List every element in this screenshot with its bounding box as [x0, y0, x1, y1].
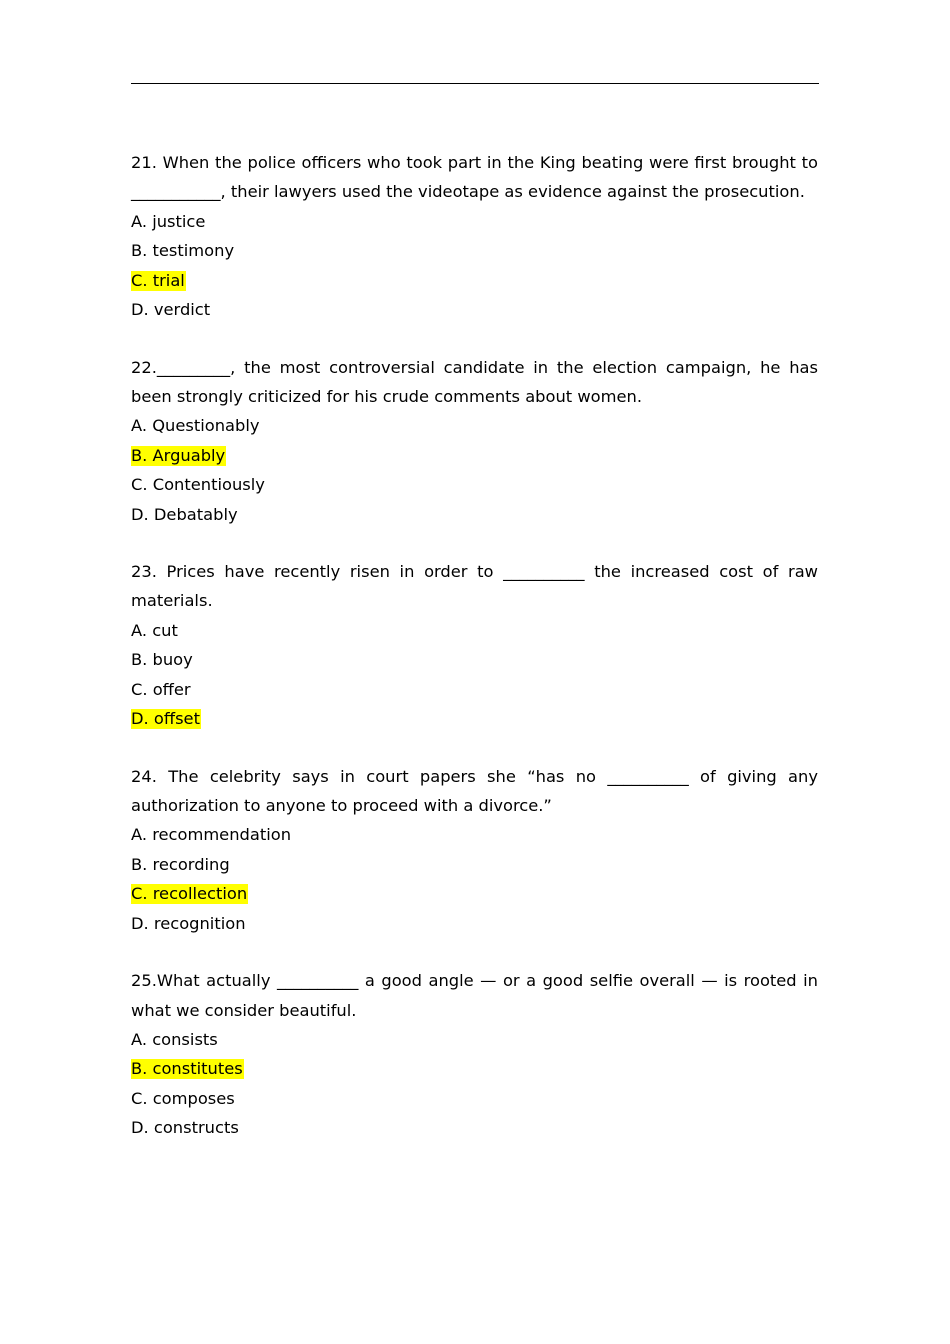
option-c: C. recollection — [131, 884, 248, 904]
option-a: A. recommendation — [131, 825, 292, 845]
option-d: D. recognition — [131, 913, 246, 933]
option-d: D. offset — [131, 709, 200, 729]
option-d: D. constructs — [131, 1118, 239, 1138]
option-a: A. consists — [131, 1029, 218, 1049]
question-23 — [131, 557, 818, 734]
question-stem: 24. The celebrity says in court papers she “has no __________ of giving any authorization to anyone to proceed with a divorce.” — [131, 766, 818, 816]
question-stem: 23. Prices have recently risen in order to __________ the increased cost of raw materials. — [131, 562, 818, 611]
option-c: C. offer — [131, 679, 191, 699]
option-c: C. Contentiously — [131, 475, 265, 495]
question-stem: 22._________, the most controversial candidate in the election campaign, he has been strongly criticized for his crude comments about women. — [131, 357, 818, 406]
option-d: D. Debatably — [131, 504, 238, 524]
question-21 — [131, 148, 818, 325]
option-d: D. verdict — [131, 300, 211, 320]
question-24 — [131, 762, 818, 939]
option-b: B. testimony — [131, 241, 235, 261]
question-25 — [131, 966, 818, 1143]
question-list — [131, 148, 818, 1171]
option-c: C. composes — [131, 1088, 235, 1108]
option-b: B. Arguably — [131, 445, 226, 465]
option-c: C. trial — [131, 270, 185, 290]
option-b: B. recording — [131, 854, 230, 874]
question-22 — [131, 353, 818, 530]
question-stem: 25.What actually __________ a good angle — or a good selfie overall — is rooted in what we consider beautiful. — [131, 971, 818, 1020]
option-b: B. constitutes — [131, 1059, 243, 1079]
question-stem: 21. When the police officers who took part in the King beating were first brought to ___________, their lawyers used the videotape as evidence against the prosecution. — [131, 153, 818, 202]
option-a: A. Questionably — [131, 416, 260, 436]
header-rule — [131, 83, 819, 84]
option-a: A. cut — [131, 620, 178, 640]
option-b: B. buoy — [131, 650, 193, 670]
option-a: A. justice — [131, 211, 206, 231]
